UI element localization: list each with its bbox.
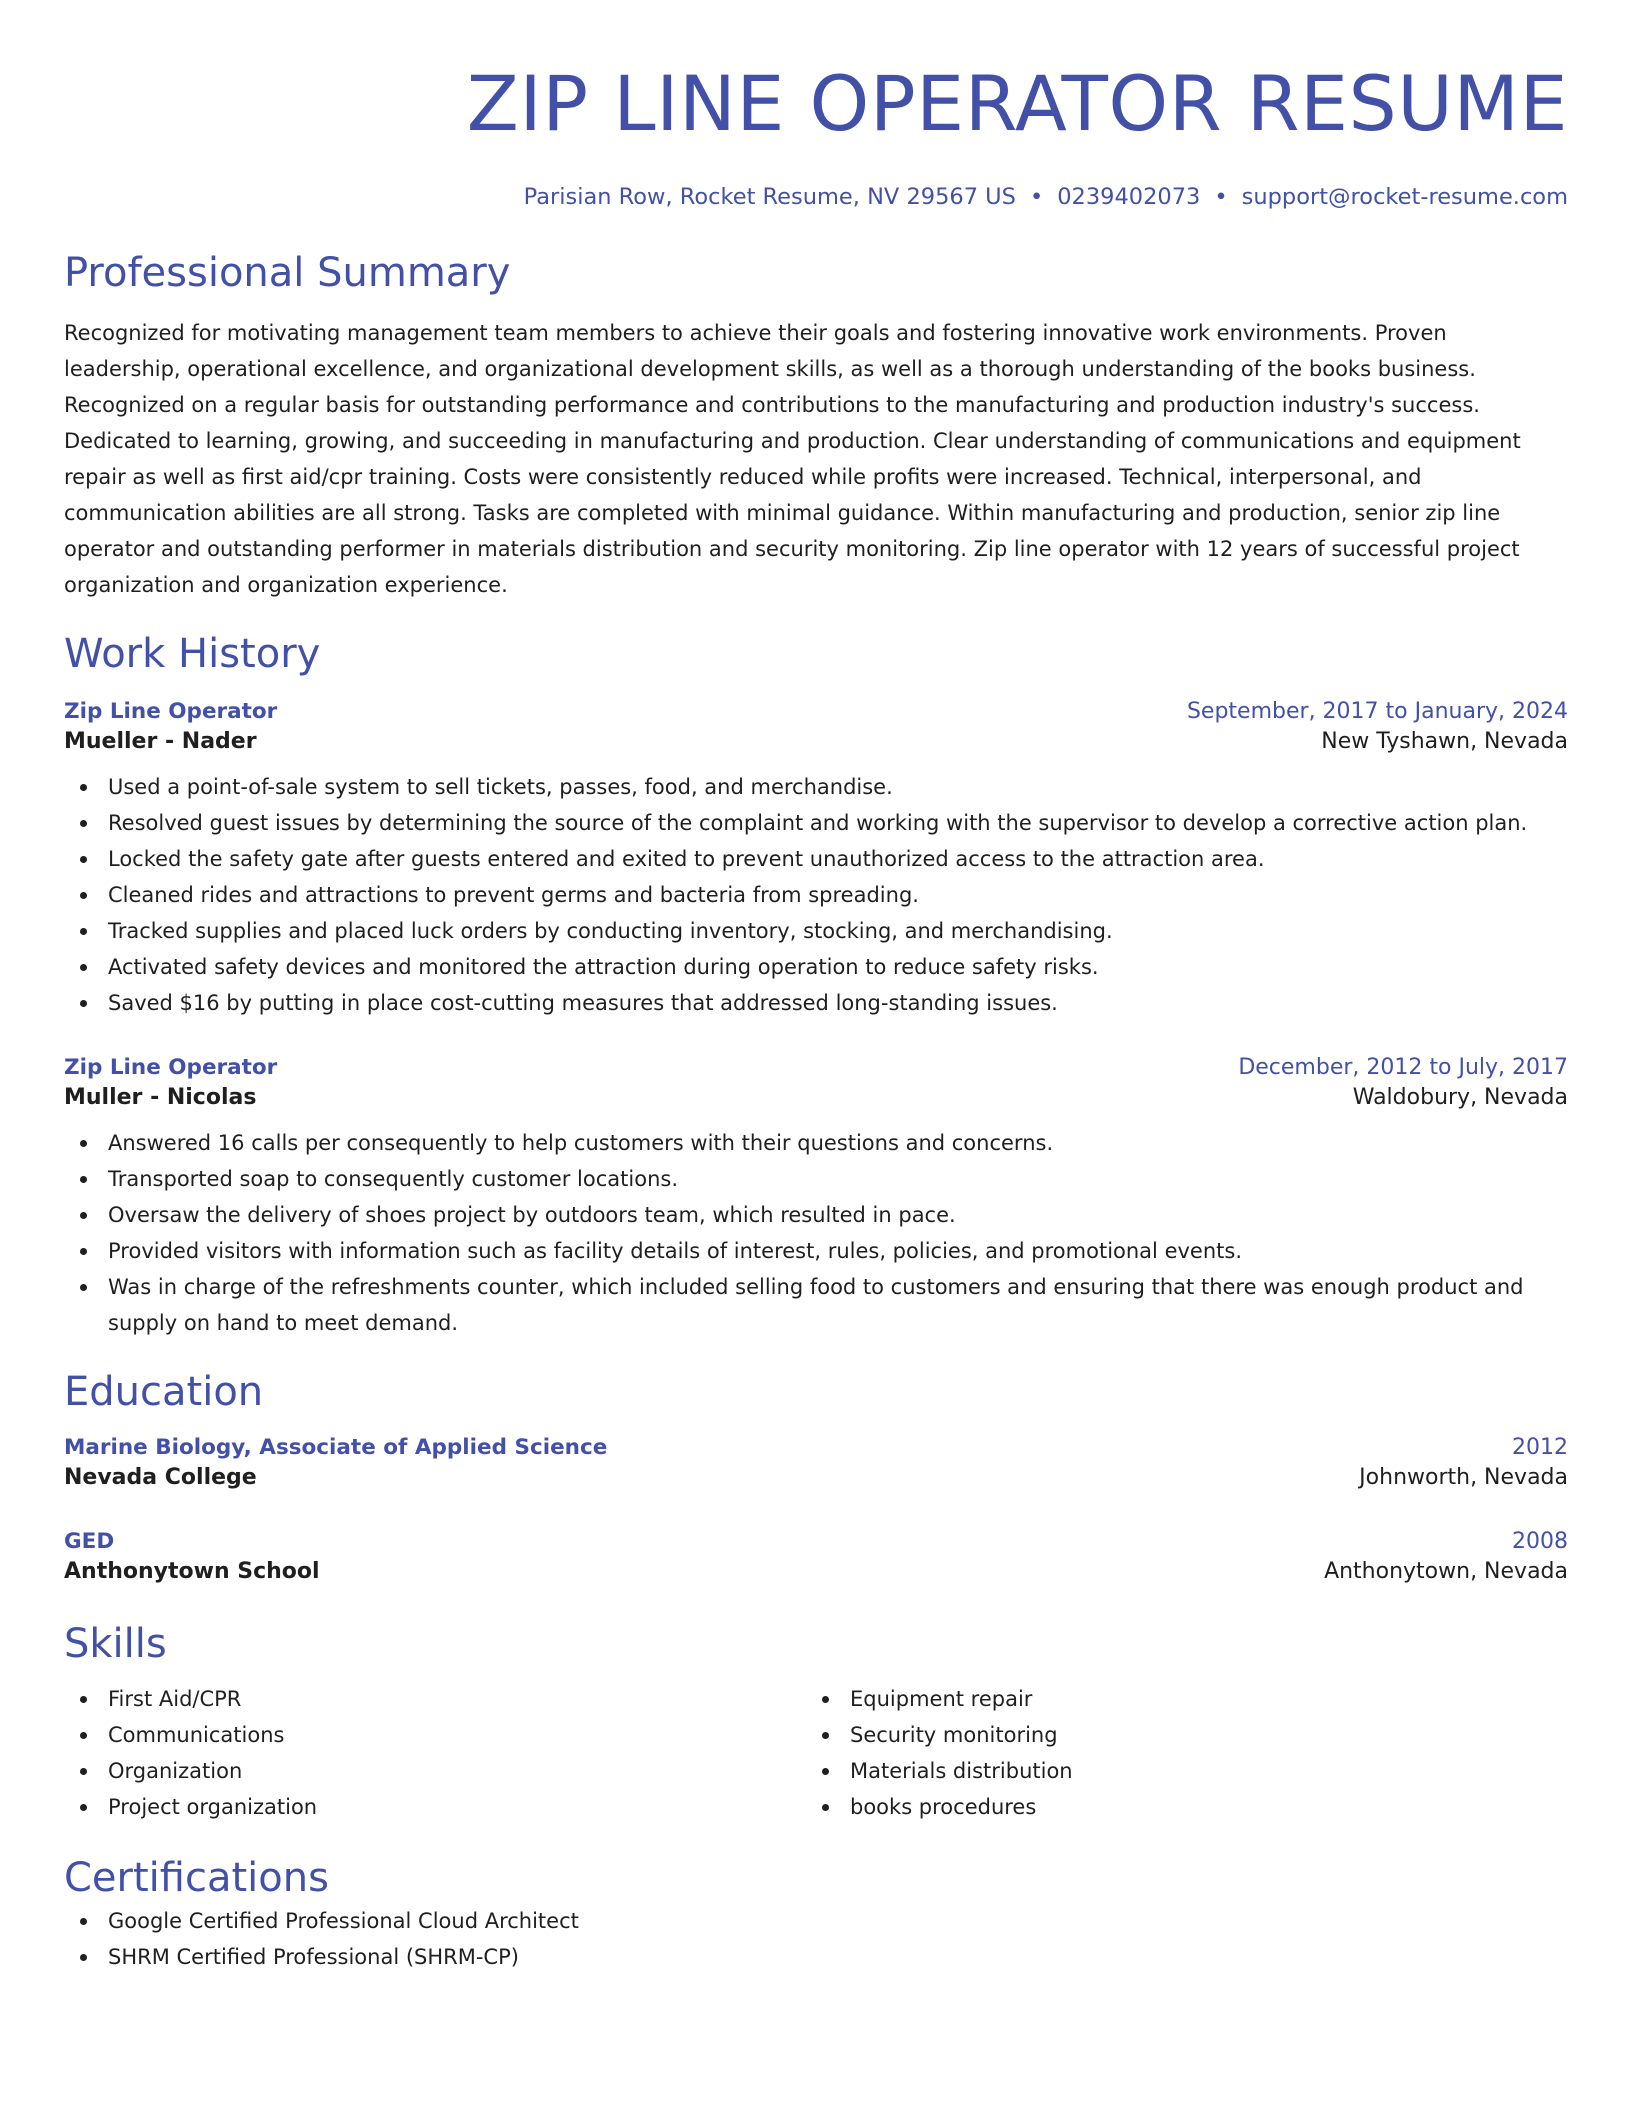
education-school: Nevada College <box>64 1465 257 1490</box>
list-item: books procedures <box>806 1789 1548 1825</box>
job-entry <box>64 697 1568 1021</box>
education-location: Anthonytown, Nevada <box>1324 1559 1568 1584</box>
job-dates: December, 2012 to July, 2017 <box>1238 1055 1568 1080</box>
skills-column-right <box>806 1681 1548 1825</box>
list-item: Was in charge of the refreshments counter, which included selling food to customers and ensuring that there was enough product and supply on hand to meet demand. <box>64 1269 1568 1341</box>
education-year: 2012 <box>1512 1435 1568 1460</box>
summary-heading: Professional Summary <box>64 250 511 296</box>
job-dates: September, 2017 to January, 2024 <box>1186 699 1568 724</box>
job-title: Zip Line Operator <box>64 699 278 724</box>
education-location: Johnworth, Nevada <box>1359 1465 1568 1490</box>
job-location: Waldobury, Nevada <box>1352 1085 1568 1110</box>
job-bullets <box>64 769 1568 1021</box>
list-item: Equipment repair <box>806 1681 1548 1717</box>
education-degree-row <box>64 1527 1568 1557</box>
list-item: Project organization <box>64 1789 806 1825</box>
resume-title: ZIP LINE OPERATOR RESUME <box>466 59 1568 148</box>
certifications-heading: Certifications <box>64 1855 329 1901</box>
summary-text: Recognized for motivating management team members to achieve their goals and fostering innovative work environments. Proven leadership, operational excellence, and organizational development skills, as well as a thorough understanding of the books business. Recognized on a regular basis for outstanding performance and contributions to the manufacturing and production industry's success. Dedicated to learning, growing, and succeeding in manufacturing and production. Clear understanding of communications and equipment repair as well as first aid/cpr training. Costs were consistently reduced while profits were increased. Technical, interpersonal, and communication abilities are all strong. Tasks are completed with minimal guidance. Within manufacturing and production, senior zip line operator and outstanding performer in materials distribution and security monitoring. Zip line operator with 12 years of successful project organization and organization experience. <box>64 321 1521 597</box>
list-item: Answered 16 calls per consequently to help customers with their questions and concerns. <box>64 1125 1568 1161</box>
education-degree: GED <box>64 1529 115 1554</box>
list-item: Communications <box>64 1717 806 1753</box>
job-entry <box>64 1053 1568 1341</box>
skills-column-left <box>64 1681 806 1825</box>
education-school-row <box>64 1557 1568 1587</box>
education-school: Anthonytown School <box>64 1559 320 1584</box>
job-title: Zip Line Operator <box>64 1055 278 1080</box>
job-company-row <box>64 1083 1568 1113</box>
job-bullets <box>64 1125 1568 1341</box>
list-item: Security monitoring <box>806 1717 1548 1753</box>
skills-grid <box>64 1681 1568 1825</box>
education-year: 2008 <box>1512 1529 1568 1554</box>
contact-address: Parisian Row, Rocket Resume, NV 29567 US <box>523 184 1016 210</box>
job-title-row <box>64 1053 1568 1083</box>
list-item: Tracked supplies and placed luck orders by conducting inventory, stocking, and merchandising. <box>64 913 1568 949</box>
education-entry <box>64 1433 1568 1493</box>
list-item: Oversaw the delivery of shoes project by outdoors team, which resulted in pace. <box>64 1197 1568 1233</box>
skills-heading: Skills <box>64 1621 167 1667</box>
contact-separator: • <box>1214 184 1228 210</box>
contact-phone: 0239402073 <box>1057 184 1201 210</box>
job-location: New Tyshawn, Nevada <box>1321 729 1568 754</box>
list-item: Organization <box>64 1753 806 1789</box>
list-item: Activated safety devices and monitored the attraction during operation to reduce safety risks. <box>64 949 1568 985</box>
list-item: Resolved guest issues by determining the source of the complaint and working with the supervisor to develop a corrective action plan. <box>64 805 1568 841</box>
education-heading: Education <box>64 1369 264 1415</box>
contact-separator: • <box>1029 184 1044 210</box>
education-degree: Marine Biology, Associate of Applied Science <box>64 1435 608 1460</box>
work-history-heading: Work History <box>64 631 321 677</box>
list-item: Materials distribution <box>806 1753 1548 1789</box>
list-item: Used a point-of-sale system to sell tickets, passes, food, and merchandise. <box>64 769 1568 805</box>
job-company: Muller - Nicolas <box>64 1085 257 1110</box>
certifications-list <box>64 1903 1568 1975</box>
list-item: Saved $16 by putting in place cost-cutting measures that addressed long-standing issues. <box>64 985 1568 1021</box>
education-degree-row <box>64 1433 1568 1463</box>
education-entry <box>64 1527 1568 1587</box>
job-company-row <box>64 727 1568 757</box>
education-school-row <box>64 1463 1568 1493</box>
list-item: Cleaned rides and attractions to prevent germs and bacteria from spreading. <box>64 877 1568 913</box>
contact-email[interactable]: support@rocket-resume.com <box>1241 184 1568 210</box>
job-company: Mueller - Nader <box>64 729 257 754</box>
job-title-row <box>64 697 1568 727</box>
list-item: Provided visitors with information such as facility details of interest, rules, policies, and promotional events. <box>64 1233 1568 1269</box>
contact-line <box>64 182 1568 212</box>
list-item: Transported soap to consequently customer locations. <box>64 1161 1568 1197</box>
list-item: Google Certified Professional Cloud Architect <box>64 1903 1568 1939</box>
list-item: First Aid/CPR <box>64 1681 806 1717</box>
list-item: SHRM Certified Professional (SHRM-CP) <box>64 1939 1568 1975</box>
list-item: Locked the safety gate after guests entered and exited to prevent unauthorized access to the attraction area. <box>64 841 1568 877</box>
